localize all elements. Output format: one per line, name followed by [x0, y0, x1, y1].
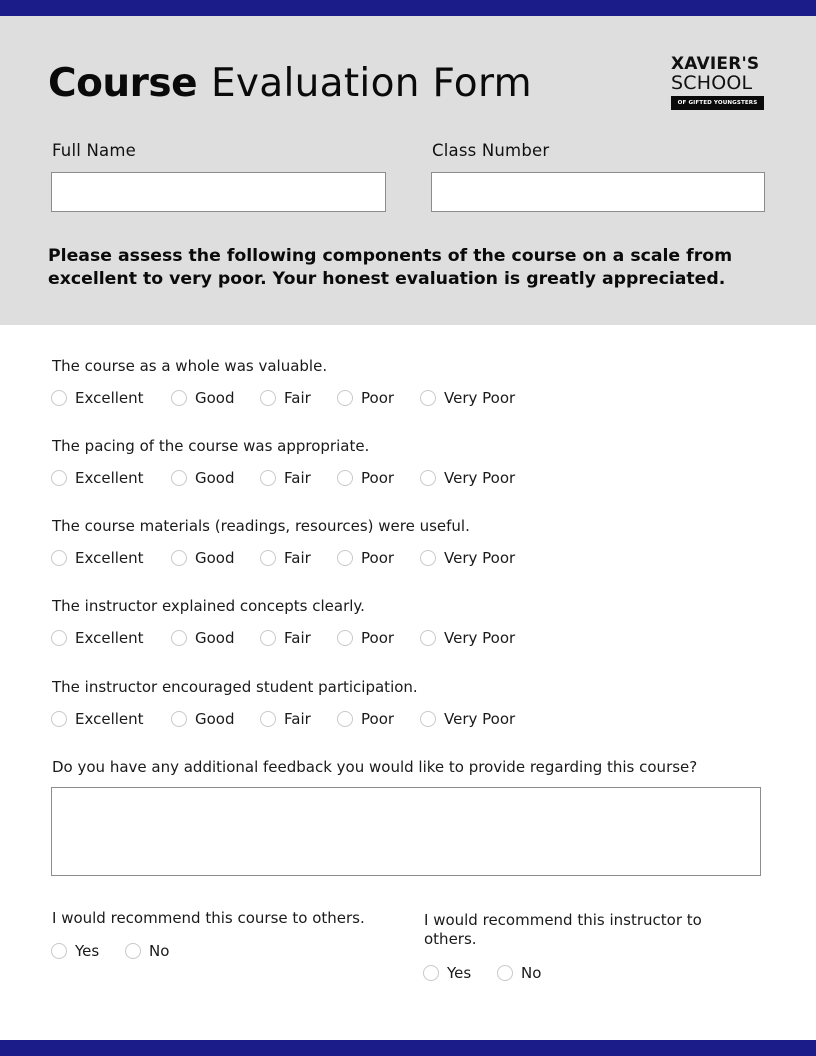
option-label: Fair	[284, 629, 311, 647]
q4-option-excellent[interactable]	[51, 628, 144, 648]
q2-option-poor[interactable]	[337, 468, 394, 488]
q4-option-poor[interactable]	[337, 628, 394, 648]
radio-icon[interactable]	[51, 470, 67, 486]
radio-icon[interactable]	[497, 965, 513, 981]
bottom-accent-bar	[0, 1040, 816, 1056]
top-accent-bar	[0, 0, 816, 16]
option-label: Fair	[284, 389, 311, 407]
option-label: Excellent	[75, 389, 144, 407]
recommend-course-question: I would recommend this course to others.	[52, 909, 365, 927]
q2-option-excellent[interactable]	[51, 468, 144, 488]
question-3-label: The course materials (readings, resources) were useful.	[52, 517, 470, 535]
option-label: Fair	[284, 710, 311, 728]
q1-option-excellent[interactable]	[51, 388, 144, 408]
option-label: Fair	[284, 549, 311, 567]
option-label: Poor	[361, 469, 395, 487]
q5-option-poor[interactable]	[337, 709, 394, 729]
option-label: Very Poor	[444, 549, 516, 567]
option-label: Poor	[361, 629, 395, 647]
school-logo	[671, 56, 764, 110]
radio-icon[interactable]	[420, 630, 436, 646]
q2-option-good[interactable]	[171, 468, 235, 488]
radio-icon[interactable]	[260, 390, 276, 406]
recommend-instructor-question: I would recommend this instructor to others.	[424, 911, 702, 948]
radio-icon[interactable]	[337, 630, 353, 646]
option-label: Yes	[75, 942, 100, 960]
radio-icon[interactable]	[171, 470, 187, 486]
full-name-label: Full Name	[52, 141, 136, 160]
option-label: Poor	[361, 549, 395, 567]
option-label: Poor	[361, 710, 395, 728]
radio-icon[interactable]	[260, 550, 276, 566]
option-label: Good	[195, 710, 235, 728]
feedback-question: Do you have any additional feedback you would like to provide regarding this course?	[52, 758, 698, 776]
question-1-label: The course as a whole was valuable.	[52, 357, 328, 375]
class-number-input[interactable]	[431, 172, 765, 212]
option-label: Fair	[284, 469, 311, 487]
radio-icon[interactable]	[423, 965, 439, 981]
q3-option-good[interactable]	[171, 548, 235, 568]
radio-icon[interactable]	[51, 943, 67, 959]
q3-option-poor[interactable]	[337, 548, 394, 568]
radio-icon[interactable]	[337, 550, 353, 566]
class-number-label: Class Number	[432, 141, 550, 160]
radio-icon[interactable]	[337, 711, 353, 727]
q1-option-fair[interactable]	[260, 388, 311, 408]
radio-icon[interactable]	[171, 630, 187, 646]
option-label: Very Poor	[444, 389, 516, 407]
logo-tagline: OF GIFTED YOUNGSTERS	[671, 96, 764, 110]
radio-icon[interactable]	[51, 390, 67, 406]
recommend-instructor-no[interactable]	[497, 963, 541, 983]
radio-icon[interactable]	[337, 390, 353, 406]
q4-option-fair[interactable]	[260, 628, 311, 648]
radio-icon[interactable]	[171, 711, 187, 727]
q5-option-excellent[interactable]	[51, 709, 144, 729]
instructions-text: Please assess the following components of the course on a scale from excellent to very poor. Your honest evaluation is greatly appreciated.	[48, 246, 733, 289]
option-label: Poor	[361, 389, 395, 407]
title-light-part: Evaluation Form	[210, 61, 532, 106]
q3-option-excellent[interactable]	[51, 548, 144, 568]
option-label: Good	[195, 629, 235, 647]
q2-option-very-poor[interactable]	[420, 468, 515, 488]
option-label: Good	[195, 549, 235, 567]
option-label: Very Poor	[444, 710, 516, 728]
question-3-options	[0, 548, 816, 568]
option-label: Good	[195, 389, 235, 407]
q5-option-fair[interactable]	[260, 709, 311, 729]
radio-icon[interactable]	[260, 711, 276, 727]
recommend-instructor-options	[0, 963, 816, 983]
q4-option-good[interactable]	[171, 628, 235, 648]
radio-icon[interactable]	[125, 943, 141, 959]
question-1-options	[0, 388, 816, 408]
q1-option-very-poor[interactable]	[420, 388, 515, 408]
question-2-label: The pacing of the course was appropriate.	[52, 437, 370, 455]
radio-icon[interactable]	[260, 630, 276, 646]
radio-icon[interactable]	[171, 550, 187, 566]
radio-icon[interactable]	[420, 470, 436, 486]
radio-icon[interactable]	[51, 630, 67, 646]
recommend-course-yes[interactable]	[51, 941, 99, 961]
logo-line-2: SCHOOL	[671, 72, 753, 94]
full-name-input[interactable]	[51, 172, 386, 212]
q2-option-fair[interactable]	[260, 468, 311, 488]
option-label: Good	[195, 469, 235, 487]
q5-option-good[interactable]	[171, 709, 235, 729]
q3-option-fair[interactable]	[260, 548, 311, 568]
radio-icon[interactable]	[171, 390, 187, 406]
q1-option-good[interactable]	[171, 388, 235, 408]
radio-icon[interactable]	[337, 470, 353, 486]
option-label: Excellent	[75, 629, 144, 647]
q3-option-very-poor[interactable]	[420, 548, 515, 568]
radio-icon[interactable]	[420, 390, 436, 406]
radio-icon[interactable]	[51, 711, 67, 727]
option-label: Very Poor	[444, 629, 516, 647]
option-label: Yes	[447, 964, 472, 982]
logo-line-1: XAVIER'S	[671, 54, 760, 74]
radio-icon[interactable]	[420, 711, 436, 727]
option-label: No	[521, 964, 542, 982]
question-4-options	[0, 628, 816, 648]
question-2-options	[0, 468, 816, 488]
q5-option-very-poor[interactable]	[420, 709, 515, 729]
question-5-label: The instructor encouraged student participation.	[52, 678, 418, 696]
page-title	[48, 62, 532, 106]
option-label: Excellent	[75, 710, 144, 728]
option-label: No	[149, 942, 170, 960]
recommend-course-no[interactable]	[125, 941, 169, 961]
option-label: Excellent	[75, 469, 144, 487]
q1-option-poor[interactable]	[337, 388, 394, 408]
feedback-textarea[interactable]	[51, 787, 761, 876]
option-label: Excellent	[75, 549, 144, 567]
question-4-label: The instructor explained concepts clearly.	[52, 597, 365, 615]
radio-icon[interactable]	[51, 550, 67, 566]
title-bold-part: Course	[48, 61, 198, 106]
radio-icon[interactable]	[420, 550, 436, 566]
recommend-instructor-yes[interactable]	[423, 963, 471, 983]
question-5-options	[0, 709, 816, 729]
radio-icon[interactable]	[260, 470, 276, 486]
option-label: Very Poor	[444, 469, 516, 487]
q4-option-very-poor[interactable]	[420, 628, 515, 648]
